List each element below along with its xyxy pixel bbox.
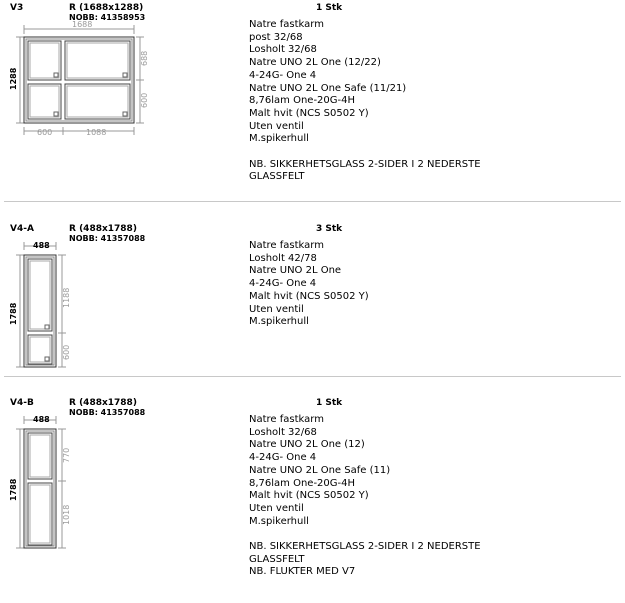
item-quantity: 1 Stk bbox=[316, 398, 343, 408]
spec-line: Uten ventil bbox=[249, 502, 304, 514]
dim-right-top: 688 bbox=[140, 50, 149, 66]
item-quantity: 1 Stk bbox=[316, 3, 343, 13]
item-v4-a bbox=[0, 221, 625, 373]
dim-right-bottom: 1018 bbox=[62, 504, 71, 525]
item-nobb: NOBB: 41357088 bbox=[69, 234, 146, 243]
spec-list bbox=[249, 19, 481, 184]
dim-right-top: 1188 bbox=[62, 287, 71, 308]
spec-line: Natre UNO 2L One bbox=[249, 265, 342, 277]
item-code: V4-A bbox=[10, 224, 34, 234]
item-v3 bbox=[0, 0, 625, 200]
dim-width: 488 bbox=[33, 241, 50, 250]
item-code: V3 bbox=[10, 3, 24, 13]
spec-line: M.spikerhull bbox=[249, 316, 309, 328]
spec-line: Natre fastkarm bbox=[249, 19, 324, 30]
item-code: V4-B bbox=[10, 398, 34, 408]
item-quantity: 3 Stk bbox=[316, 224, 343, 234]
spec-line: 8,76lam One-20G-4H bbox=[249, 95, 356, 107]
spec-line: post 32/68 bbox=[249, 31, 303, 43]
spec-line: Malt hvit (NCS S0502 Y) bbox=[249, 490, 369, 502]
spec-line: Natre fastkarm bbox=[249, 240, 324, 251]
spec-line: Natre UNO 2L One Safe (11) bbox=[249, 464, 391, 476]
item-nobb: NOBB: 41357088 bbox=[69, 408, 146, 417]
spec-line: GLASSFELT bbox=[249, 553, 305, 565]
spec-line: Malt hvit (NCS S0502 Y) bbox=[249, 290, 369, 302]
divider bbox=[4, 376, 621, 377]
window-drawing bbox=[0, 221, 100, 371]
spec-list bbox=[249, 414, 481, 579]
spec-line: NB. SIKKERHETSGLASS 2-SIDER I 2 NEDERSTE bbox=[249, 158, 481, 170]
spec-line: NB. SIKKERHETSGLASS 2-SIDER I 2 NEDERSTE bbox=[249, 541, 481, 553]
spec-line bbox=[249, 146, 481, 159]
dim-height: 1788 bbox=[9, 478, 18, 501]
spec-line: NB. FLUKTER MED V7 bbox=[249, 566, 356, 578]
dim-right-top: 770 bbox=[62, 447, 71, 463]
spec-line: GLASSFELT bbox=[249, 171, 305, 183]
window-drawing bbox=[0, 395, 100, 555]
spec-line: Uten ventil bbox=[249, 303, 304, 315]
dim-right-bottom: 600 bbox=[62, 344, 71, 360]
spec-line: Natre UNO 2L One (12/22) bbox=[249, 57, 381, 69]
spec-line: Natre UNO 2L One Safe (11/21) bbox=[249, 82, 407, 94]
dim-bottom-right: 1088 bbox=[86, 128, 107, 137]
window-drawing bbox=[0, 0, 200, 150]
dim-height: 1788 bbox=[9, 302, 18, 325]
divider bbox=[4, 201, 621, 202]
spec-line: M.spikerhull bbox=[249, 515, 309, 527]
spec-line: 4-24G- One 4 bbox=[249, 452, 317, 464]
spec-list bbox=[249, 240, 369, 329]
dim-bottom-left: 600 bbox=[37, 128, 53, 137]
dim-height: 1288 bbox=[9, 67, 18, 90]
spec-line: Natre fastkarm bbox=[249, 414, 324, 425]
spec-line: Losholt 32/68 bbox=[249, 44, 317, 56]
spec-line: Natre UNO 2L One (12) bbox=[249, 439, 365, 451]
spec-line: Malt hvit (NCS S0502 Y) bbox=[249, 107, 369, 119]
dim-width: 488 bbox=[33, 415, 50, 424]
spec-line: 4-24G- One 4 bbox=[249, 69, 317, 81]
spec-line: 4-24G- One 4 bbox=[249, 278, 317, 290]
item-size: R (1688x1288) bbox=[69, 3, 144, 13]
spec-line bbox=[249, 528, 481, 541]
spec-line: 8,76lam One-20G-4H bbox=[249, 477, 356, 489]
item-v4-b bbox=[0, 395, 625, 600]
item-size: R (488x1788) bbox=[69, 224, 137, 234]
spec-line: Losholt 42/78 bbox=[249, 252, 317, 264]
item-nobb: NOBB: 41358953 bbox=[69, 13, 146, 22]
spec-line: Losholt 32/68 bbox=[249, 426, 317, 438]
item-size: R (488x1788) bbox=[69, 398, 137, 408]
spec-line: Uten ventil bbox=[249, 120, 304, 132]
dim-width: 1688 bbox=[72, 20, 93, 29]
spec-line: M.spikerhull bbox=[249, 133, 309, 145]
dim-right-bottom: 600 bbox=[140, 92, 149, 108]
